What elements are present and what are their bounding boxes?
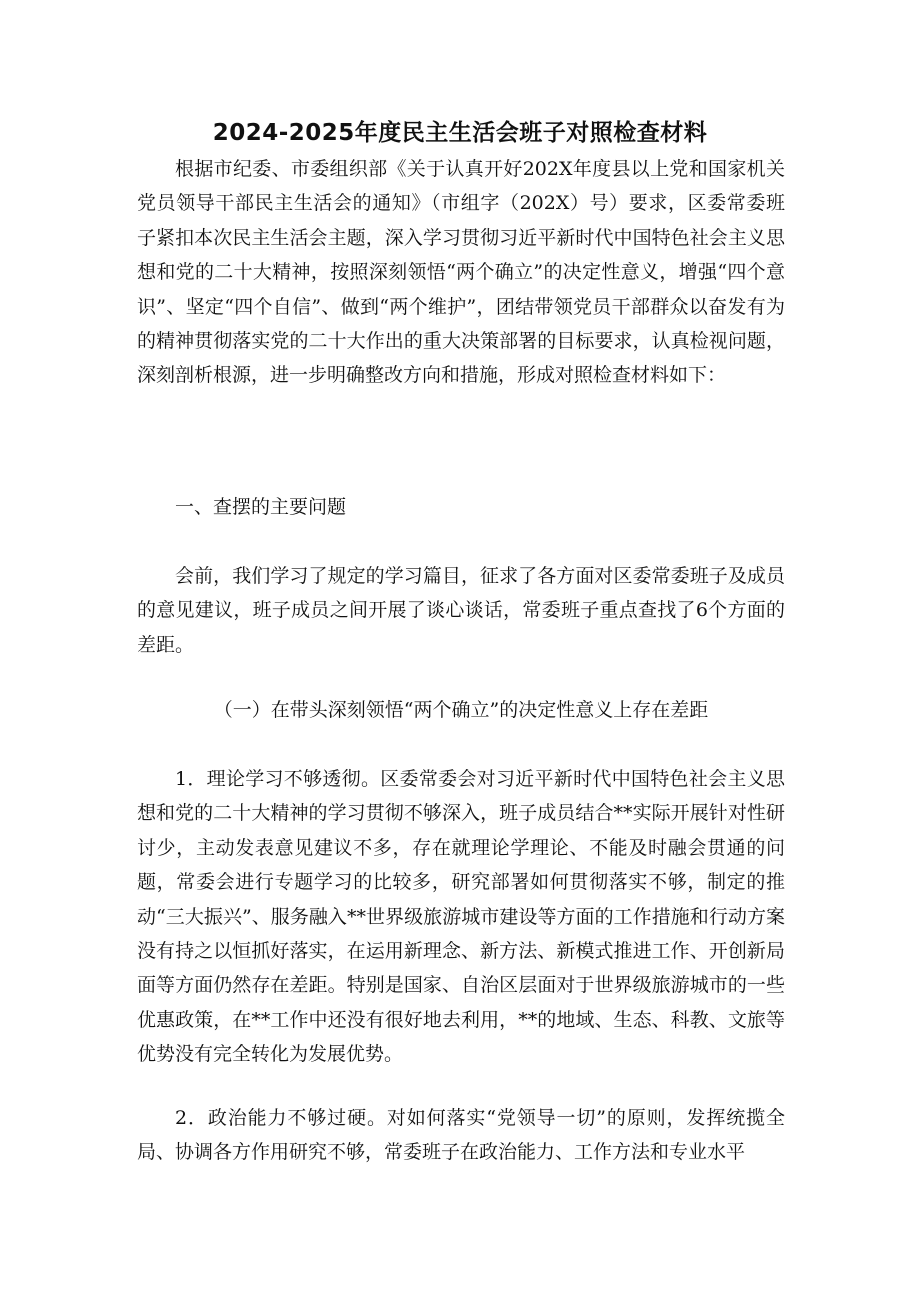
document-title: 2024-2025年度民主生活会班子对照检查材料: [212, 120, 708, 146]
section-heading-main-problems: 一、查摆的主要问题: [175, 496, 347, 518]
subsection-heading-1: （一）在带头深刻领悟“两个确立”的决定性意义上存在差距: [213, 699, 709, 721]
meeting-paragraph: 会前，我们学习了规定的学习篇目，征求了各方面对区委常委班子及成员的意见建议，班子成员之间开展了谈心谈话，常委班子重点查找了6个方面的差距。: [137, 565, 785, 656]
item-paragraph-1: 1．理论学习不够透彻。区委常委会对习近平新时代中国特色社会主义思想和党的二十大精神的学习贯彻不够深入，班子成员结合**实际开展针对性研讨少，主动发表意见建议不多，存在就理论学理论、不能及时融会贯通的问题，常委会进行专题学习的比较多，研究部署如何贯彻落实不够，制定的推动“三大振兴”、服务融入**世界级旅游城市建设等方面的工作措施和行动方案没有持之以恒抓好落实，在运用新理念、新方法、新模式推进工作、开创新局面等方面仍然存在差距。特别是国家、自治区层面对于世界级旅游城市的一些优惠政策，在**工作中还没有很好地去利用，**的地域、生态、科教、文旅等优势没有完全转化为发展优势。: [137, 768, 785, 1066]
intro-paragraph: 根据市纪委、市委组织部《关于认真开好202X年度县以上党和国家机关党员领导干部民主生活会的通知》（市组字（202X）号）要求，区委常委班子紧扣本次民主生活会主题，深入学习贯彻习近平新时代中国特色社会主义思想和党的二十大精神，按照深刻领悟“两个确立”的决定性意义，增强“四个意识”、坚定“四个自信”、做到“两个维护”，团结带领党员干部群众以奋发有为的精神贯彻落实党的二十大作出的重大决策部署的目标要求，认真检视问题，深刻剖析根源，进一步明确整改方向和措施，形成对照检查材料如下：: [137, 158, 785, 387]
item-paragraph-2: 2．政治能力不够过硬。对如何落实“党领导一切”的原则，发挥统揽全局、协调各方作用研究不够，常委班子在政治能力、工作方法和专业水平: [137, 1107, 785, 1164]
